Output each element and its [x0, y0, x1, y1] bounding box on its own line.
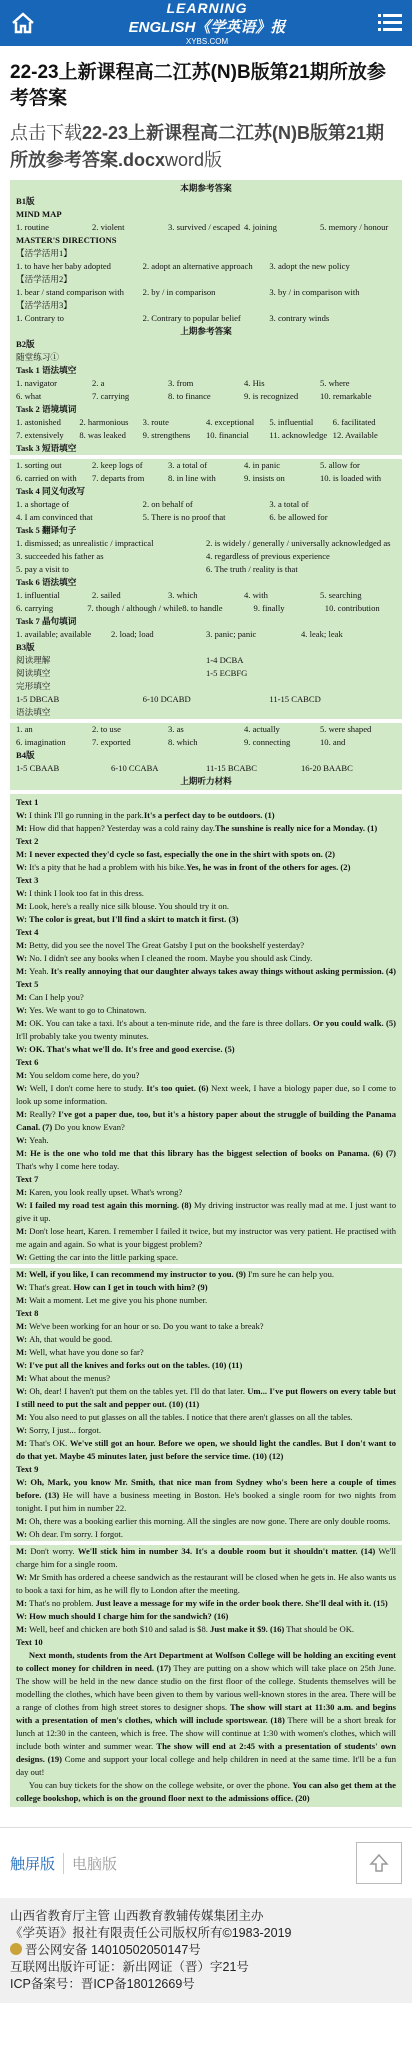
answer-cell: 16-20 BAABC	[301, 763, 353, 773]
arrow-up-icon	[368, 1852, 390, 1874]
answer-cell: 3. panic; panic	[206, 629, 257, 639]
answer-line: 随堂练习①	[16, 352, 59, 362]
answer-cell: 3. which	[168, 590, 198, 600]
answer-line: Task 2 语境填词	[16, 404, 77, 414]
dialogue-line: M: Really? I've got a paper due, too, but it's a history paper about the struggle of building the Panama Canal. (7) Do you know Evan?	[16, 1109, 397, 1132]
answer-line: MIND MAP	[16, 209, 62, 219]
dialogue-line: W: Yes. We want to go to Chinatown.	[16, 1005, 147, 1015]
answer-line: Task 7 晶句填词	[16, 616, 77, 626]
answer-row	[16, 602, 396, 615]
back-to-top-button[interactable]	[356, 1842, 402, 1884]
answer-cell: 3. route	[142, 417, 169, 427]
answer-row	[16, 459, 396, 472]
answer-cell: 5. memory / honour	[320, 222, 389, 232]
answer-cell: 12. Available	[332, 430, 378, 440]
top-bar	[0, 0, 412, 46]
answer-line: 【活学活用3】	[16, 300, 72, 310]
answer-row	[16, 550, 396, 563]
answer-cell: 3. contrary winds	[269, 313, 330, 323]
answer-cell: 6. The truth / reality is that	[206, 564, 298, 574]
dialogue-line: W: Well, I don't come here to study. It's too quiet. (6) Next week, I have a biology paper due, so I come to look up some information.	[16, 1083, 396, 1106]
answer-row	[16, 377, 396, 390]
answer-row	[16, 723, 396, 736]
dialogue-line: M: Well, beef and chicken are both $10 and salad is $8. Just make it $9. (16) That should be OK.	[16, 1624, 355, 1634]
answer-cell: 2. sailed	[92, 590, 121, 600]
answer-cell: 阅读填空	[16, 668, 51, 678]
answer-cell: 9. finally	[253, 603, 285, 613]
dialogue-line: M: OK. You can take a taxi. It's about a ten-minute ride, and the fare is three dollars. Or you could walk. (5) It'll probably take you twenty minutes.	[16, 1018, 396, 1041]
answer-cell: 6. what	[16, 391, 42, 401]
dialogue-line: M: Betty, did you see the novel The Great Gatsby I put on the bookshelf yesterday?	[16, 940, 305, 950]
answer-cell: 5. influential	[269, 417, 314, 427]
text-heading: Text 6	[16, 1057, 39, 1067]
answer-cell: 1. a shortage of	[16, 499, 69, 509]
dialogue-line: M: Don't worry. We'll stick him in number 34. It's a double room but it shouldn't matter. (14) We'll charge him for a single room.	[16, 1546, 396, 1569]
dialogue-line: M: What about the menus?	[16, 1373, 111, 1383]
dialogue-line: M: Well, if you like, I can recommend my instructor to you. (9) I'm sure he can help you.	[16, 1269, 335, 1279]
answer-cell: 4. His	[244, 378, 265, 388]
answer-cell: 8. was leaked	[79, 430, 126, 440]
download-suffix: word版	[165, 150, 223, 170]
answer-row	[16, 390, 396, 403]
answer-row	[16, 628, 396, 641]
answer-cell: 7. exported	[92, 737, 131, 747]
copyright-block	[0, 1898, 412, 2003]
answer-cell: 5. allow for	[320, 460, 360, 470]
answer-cell: 1. Contrary to	[16, 313, 64, 323]
answer-cell: 2. to use	[92, 724, 121, 734]
dialogue-line: M: Look, here's a really nice silk blouse. You should try it on.	[16, 901, 230, 911]
answer-cell: 1. routine	[16, 222, 49, 232]
dialogue-line: M: That's no problem. Just leave a message for my wife in the order book there. She'll deal with it. (15)	[16, 1598, 388, 1608]
dialogue-line: M: I never expected they'd cycle so fast, especially the one in the shirt with spots on. (2)	[16, 849, 335, 859]
dialogue-line: W: I've put all the knives and forks out on the tables. (10) (11)	[16, 1360, 243, 1370]
dialogue-line: M: That's OK. We've still got an hour. Before we open, we should light the candles. But I don't want to do that yet. Maybe 45 minutes later, just before the service time. (10) (12)	[16, 1438, 396, 1461]
answer-cell: 11. acknowledge	[269, 430, 328, 440]
answer-cell: 1. navigator	[16, 378, 58, 388]
dialogue-line: W: I failed my road test again this morning. (8) My driving instructor was really mad at me. I just want to give it up.	[16, 1200, 396, 1223]
answer-line: B3版	[16, 642, 35, 652]
answer-line: 【活学活用1】	[16, 248, 72, 258]
answer-line: 完形填空	[16, 681, 51, 691]
answer-cell: 9. strengthens	[142, 430, 191, 440]
dialogue-line: W: OK. That's what we'll do. It's free and good exercise. (5)	[16, 1044, 235, 1054]
answer-cell: 9. insists on	[244, 473, 285, 483]
text-heading: Text 1	[16, 797, 39, 807]
answer-cell: 9. connecting	[244, 737, 291, 747]
answer-cell: 2. by / in comparison	[142, 287, 216, 297]
answer-cell: 6. carried on with	[16, 473, 77, 483]
text-heading: Text 7	[16, 1174, 39, 1184]
dialogue-line: W: I think I'll go running in the park.It's a perfect day to be outdoors. (1)	[16, 810, 275, 820]
dialogue-line: W: That's great. How can I get in touch with him? (9)	[16, 1282, 208, 1292]
dialogue-line: M: You also need to put glasses on all the tables. I notice that there aren't glasses on all the tables.	[16, 1412, 353, 1422]
dialogue-line: W: No. I didn't see any books when I cleaned the room. Maybe you should ask Cindy.	[16, 953, 313, 963]
answer-cell: 2. adopt an alternative approach	[142, 261, 253, 271]
answer-cell: 11-15 BCABC	[206, 763, 258, 773]
answer-row	[16, 472, 396, 485]
answer-cell: 3. by / in comparison with	[269, 287, 360, 297]
answer-cell: 1-5 DBCAB	[16, 694, 60, 704]
answer-row	[16, 762, 396, 775]
answer-cell: 2. harmonious	[79, 417, 129, 427]
footer-line: 晋公网安备 14010502050147号	[10, 1942, 402, 1959]
answer-line: MASTER'S DIRECTIONS	[16, 235, 117, 245]
answer-cell: 1-5 CBAAB	[16, 763, 60, 773]
footer-line: ICP备案号：晋ICP备18012669号	[10, 1977, 195, 1991]
dialogue-line: M: Can I help you?	[16, 992, 84, 1002]
footer-line: 山西省教育厅主管 山西教育教辅传媒集团主办	[10, 1909, 264, 1923]
answer-cell: 1-5 ECBFG	[206, 668, 248, 678]
menu-icon[interactable]	[378, 12, 402, 34]
answer-line: 本期参考答案	[180, 183, 232, 193]
answer-row	[16, 511, 396, 524]
footer-line: 互联网出版许可证：新出网证（晋）字21号	[10, 1960, 249, 1974]
download-prefix: 点击下载	[10, 123, 82, 143]
answer-line: B2版	[16, 339, 35, 349]
dialogue-line: M: You seldom come here, do you?	[16, 1070, 140, 1080]
answer-cell: 7. carrying	[92, 391, 130, 401]
answer-cell: 1. available; available	[16, 629, 92, 639]
answer-row	[16, 589, 396, 602]
dialogue-line: W: Mr Smith has ordered a cheese sandwich as the restaurant will be closed when he gets in. He also wants us to book a taxi for him, as he will fly to London after the meeting.	[16, 1572, 396, 1595]
home-icon[interactable]	[10, 11, 36, 35]
answer-cell: 6. imagination	[16, 737, 66, 747]
answer-row	[16, 654, 396, 667]
dialogue-line: W: It's a pity that he had a problem with his bike.Yes, he was in front of the others for ages. (2)	[16, 862, 351, 872]
answer-cell: 3. a total of	[168, 460, 208, 470]
answer-cell: 8. in line with	[168, 473, 216, 483]
answer-cell: 1. to have her baby adopted	[16, 261, 111, 271]
answer-cell: 1-4 DCBA	[206, 655, 244, 665]
site-logo[interactable]: LEARNING ENGLISH《学英语》报 XYBS.COM	[128, 0, 286, 46]
answer-cell: 3. from	[168, 378, 194, 388]
answer-sheet	[10, 180, 402, 790]
passage-paragraph: Next month, students from the Art Department at Wolfson College will be holding an exciting event to collect money for children in need. (17) They are putting on a show which will take place on 25th June. The show will be held in the new dance studio on the first floor of the college. Students themselves will be modelling the clothes, which have been given to them by various well-known stores in the area. There will be a range of clothes from high street stores to designer shops. The show will start at 11:30 a.m. and begins with a presentation of men's clothes, which will include sportswear. (18) There will be a short break for lunch at 12:30 in the canteen, which is free. The show will continue at 1:30 with women's clothes, which will include both winter and summer wear. The show will end at 2:45 with a presentation of students' own designs. (19) Come and support your local college and help children in need at the same time. It'll be a fun day out!	[16, 1650, 397, 1777]
answer-cell: 2. keep logs of	[92, 460, 143, 470]
answer-row	[16, 221, 396, 234]
answer-cell: 4. regardless of previous experience	[206, 551, 330, 561]
answer-cell: 5. where	[320, 378, 350, 388]
dialogue-line: W: Yeah.	[16, 1135, 49, 1145]
answer-cell: 4. with	[244, 590, 268, 600]
answer-cell: 8. to handle	[182, 603, 223, 613]
answer-row	[16, 286, 396, 299]
answer-cell: 1. sorting out	[16, 460, 62, 470]
text-heading: Text 10	[16, 1637, 43, 1647]
dialogue-line: M: We've been working for an hour or so. Do you want to take a break?	[16, 1321, 264, 1331]
answer-cell: 6-10 DCABD	[142, 694, 191, 704]
answer-cell: 10. financial	[205, 430, 249, 440]
answer-cell: 2. on behalf of	[142, 499, 193, 509]
answer-row	[16, 416, 396, 429]
footer-links	[0, 1827, 412, 1898]
answer-cell: 2. violent	[92, 222, 125, 232]
answer-cell: 10. remarkable	[320, 391, 372, 401]
dialogue-line: M: He is the one who told me that this library has the biggest selection of books on Panama. (6) (7) That's why I come here today.	[16, 1148, 397, 1171]
answer-line: 【活学活用2】	[16, 274, 72, 284]
answer-cell: 1. an	[16, 724, 33, 734]
answer-cell: 6. be allowed for	[269, 512, 328, 522]
answer-line: Task 3 短语填空	[16, 443, 77, 453]
answer-row	[16, 312, 396, 325]
answer-cell: 4. I am convinced that	[16, 512, 93, 522]
answer-cell: 3. adopt the new policy	[269, 261, 350, 271]
dialogue-line: M: How did that happen? Yesterday was a cold rainy day.The sunshine is really nice for a Monday. (1)	[16, 823, 378, 833]
dialogue-line: M: Oh, there was a booking earlier this morning. All the singles are now gone. There are only double rooms.	[16, 1516, 391, 1526]
dialogue-line: W: Getting the car into the little parking space.	[16, 1252, 179, 1262]
text-heading: Text 2	[16, 836, 39, 846]
answer-cell: 2. is widely / generally / universally acknowledged as	[206, 538, 391, 548]
answer-cell: 8. which	[168, 737, 198, 747]
answer-cell: 5. pay a visit to	[16, 564, 69, 574]
download-link[interactable]: 22-23上新课程高二江苏(N)B版第21期所放参考答案.docx	[10, 123, 385, 170]
answer-line: B4版	[16, 750, 35, 760]
answer-cell: 4. joining	[244, 222, 277, 232]
answer-row	[16, 429, 396, 442]
answer-line: Task 1 语法填空	[16, 365, 77, 375]
mobile-version-link[interactable]: 触屏版	[10, 1855, 56, 1873]
text-heading: Text 3	[16, 875, 39, 885]
dialogue-line: M: Wait a moment. Let me give you his phone number.	[16, 1295, 208, 1305]
answer-cell: 5. were shaped	[320, 724, 372, 734]
dialogue-line: W: Ah, that would be good.	[16, 1334, 113, 1344]
answer-cell: 3. survived / escaped	[168, 222, 241, 232]
answer-cell: 2. a	[92, 378, 105, 388]
text-heading: Text 8	[16, 1308, 39, 1318]
answer-row	[16, 563, 396, 576]
answer-cell: 1. astonished	[16, 417, 61, 427]
police-badge-icon	[10, 1943, 22, 1955]
answer-cell: 9. is recognized	[244, 391, 299, 401]
answer-cell: 2. Contrary to popular belief	[142, 313, 241, 323]
answer-cell: 4. exceptional	[205, 417, 255, 427]
dialogue-line: W: Oh, Mark, you know Mr. Smith, that nice man from Sydney who's been here a couple of times before. (13) He will have a business meeting in Boston. He's booked a single room for two nights from tonight. I put him in number 22.	[16, 1477, 397, 1513]
answer-cell: 10. is loaded with	[320, 473, 382, 483]
answer-cell: 4. leak; leak	[301, 629, 343, 639]
dialogue-line: W: How much should I charge him for the sandwich? (16)	[16, 1611, 229, 1621]
download-line	[0, 120, 412, 180]
text-heading: Text 4	[16, 927, 39, 937]
answer-line: 上期听力材料	[180, 776, 232, 786]
answer-cell: 3. a total of	[269, 499, 309, 509]
answer-line: 语法填空	[16, 707, 51, 717]
dialogue-line: M: Karen, you look really upset. What's wrong?	[16, 1187, 183, 1197]
answer-cell: 阅读理解	[16, 655, 51, 665]
pc-version-link[interactable]: 电脑版	[63, 1853, 117, 1874]
answer-cell: 11-15 CABCD	[269, 694, 321, 704]
answer-cell: 5. There is no proof that	[142, 512, 226, 522]
dialogue-line: W: Sorry, I just... forgot.	[16, 1425, 101, 1435]
answer-line: 上期参考答案	[180, 326, 232, 336]
answer-line: Task 5 翻译句子	[16, 525, 77, 535]
answer-cell: 7. extensively	[16, 430, 64, 440]
listening-transcript	[10, 794, 402, 1807]
answer-line: Task 6 语法填空	[16, 577, 77, 587]
answer-cell: 6. facilitated	[332, 417, 376, 427]
answer-line: B1版	[16, 196, 35, 206]
answer-cell: 8. to finance	[168, 391, 211, 401]
answer-cell: 6-10 CCABA	[111, 763, 159, 773]
dialogue-line: W: The color is great, but I'll find a skirt to match it first. (3)	[16, 914, 239, 924]
answer-row	[16, 260, 396, 273]
text-heading: Text 9	[16, 1464, 39, 1474]
answer-cell: 1. influential	[16, 590, 60, 600]
answer-cell: 5. searching	[320, 590, 362, 600]
answer-row	[16, 498, 396, 511]
answer-row	[16, 537, 396, 550]
answer-row	[16, 667, 396, 680]
dialogue-line: W: I think I look too fat in this dress.	[16, 888, 144, 898]
answer-cell: 7. departs from	[92, 473, 145, 483]
answer-cell: 3. as	[168, 724, 184, 734]
dialogue-line: M: Don't lose heart, Karen. I remember I failed it twice, but my instructor was very patient. He practised with me again and again. So what is your biggest problem?	[16, 1226, 396, 1249]
answer-row	[16, 693, 396, 706]
answer-row	[16, 736, 396, 749]
answer-cell: 10. contribution	[324, 603, 380, 613]
dialogue-line: W: Oh dear. I'm sorry. I forgot.	[16, 1529, 124, 1539]
passage-paragraph: You can buy tickets for the show on the college website, or over the phone. You can also get them at the college bookshop, which is on the ground floor next to the admissions office. (20)	[16, 1780, 396, 1803]
dialogue-line: W: Oh, dear! I haven't put them on the tables yet. I'll do that later. Um... I've put flowers on every table but I still need to put the salt and pepper out. (10) (11)	[16, 1386, 396, 1409]
dialogue-line: M: Well, what have you done so far?	[16, 1347, 144, 1357]
answer-cell: 1. dismissed; as unrealistic / impractical	[16, 538, 154, 548]
answer-cell: 2. load; load	[111, 629, 154, 639]
answer-cell: 6. carrying	[16, 603, 54, 613]
answer-cell: 4. in panic	[244, 460, 281, 470]
answer-cell: 3. succeeded his father as	[16, 551, 104, 561]
text-heading: Text 5	[16, 979, 39, 989]
answer-line: Task 4 同义句改写	[16, 486, 85, 496]
answer-cell: 10. and	[320, 737, 346, 747]
footer-line: 《学英语》报社有限责任公司版权所有©1983-2019	[10, 1926, 292, 1940]
answer-cell: 7. though / although / while	[87, 603, 183, 613]
answer-cell: 4. actually	[244, 724, 280, 734]
dialogue-line: M: Yeah. It's really annoying that our daughter always takes away things without asking permission. (4)	[16, 966, 396, 976]
answer-cell: 1. bear / stand comparison with	[16, 287, 124, 297]
article-title: 22-23上新课程高二江苏(N)B版第21期所放参考答案	[10, 62, 386, 109]
